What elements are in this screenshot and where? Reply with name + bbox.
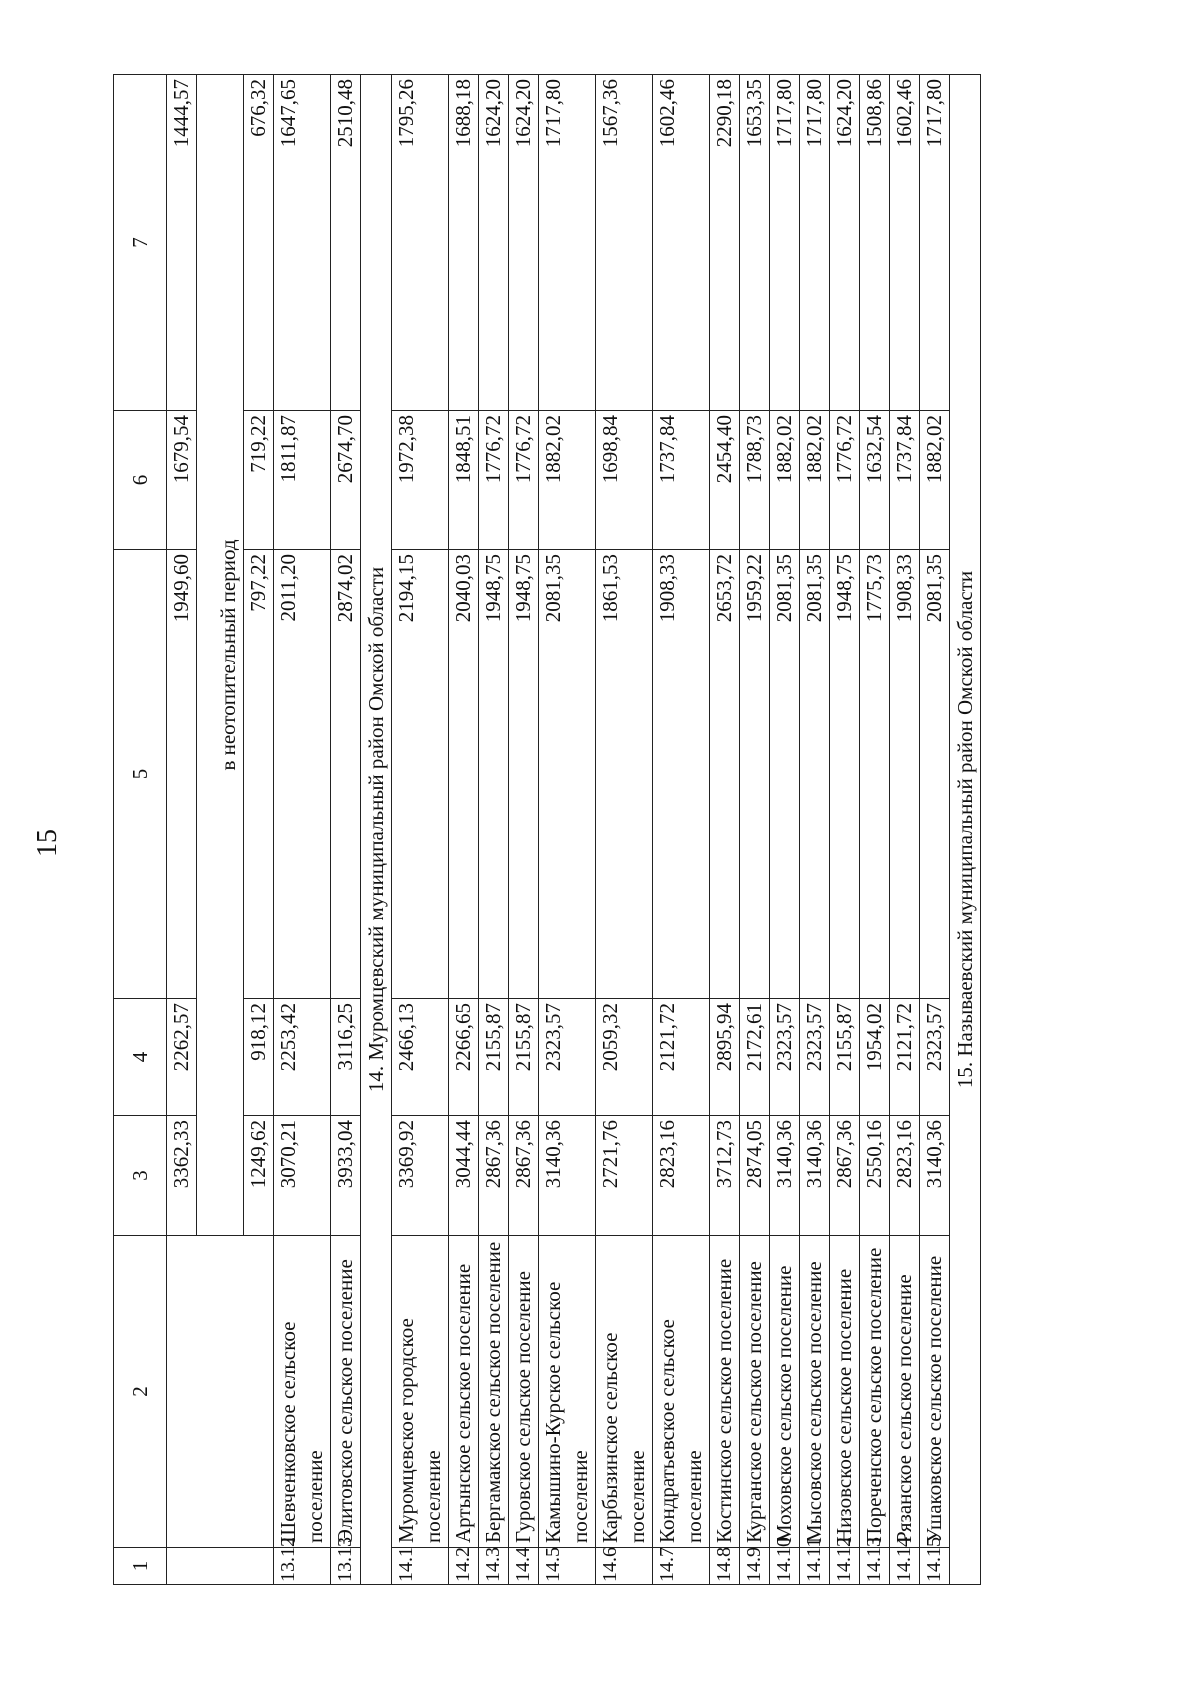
table-cell: 2262,57 — [167, 999, 197, 1116]
table-row — [740, 75, 770, 1585]
table-cell: 2155,87 — [830, 999, 860, 1116]
table-cell: 3116,25 — [331, 999, 361, 1116]
column-header: 3 — [114, 1116, 167, 1236]
table-row — [509, 75, 539, 1585]
table-cell: 2874,05 — [740, 1116, 770, 1236]
table-cell: 1444,57 — [167, 75, 197, 411]
table-cell: 2466,13 — [392, 999, 449, 1116]
table-cell: 2550,16 — [860, 1116, 890, 1236]
table-cell: 1679,54 — [167, 411, 197, 550]
table-cell: 2253,42 — [274, 999, 331, 1116]
table-cell: 2323,57 — [539, 999, 596, 1116]
table-cell: 2674,70 — [331, 411, 361, 550]
table-cell: 2081,35 — [539, 550, 596, 999]
settlement-name: Бергамакское сельское поселение — [479, 1236, 509, 1548]
table-cell: 918,12 — [244, 999, 274, 1116]
table-cell: 1624,20 — [479, 75, 509, 411]
row-code: 14.14 — [890, 1548, 920, 1585]
table-cell: 1972,38 — [392, 411, 449, 550]
settlement-name: Курганское сельское поселение — [740, 1236, 770, 1548]
table-cell: 3369,92 — [392, 1116, 449, 1236]
table-cell: 3362,33 — [167, 1116, 197, 1236]
row-code: 14.15 — [920, 1548, 950, 1585]
continuation-row — [167, 75, 197, 1585]
table-cell: 1861,53 — [596, 550, 653, 999]
table-cell: 2081,35 — [770, 550, 800, 999]
section-title: 15. Называевский муниципальный район Омской области — [950, 75, 981, 1585]
table-cell: 1948,75 — [509, 550, 539, 999]
row-code: 14.12 — [830, 1548, 860, 1585]
table-cell: 1653,35 — [740, 75, 770, 411]
table-row — [920, 75, 950, 1585]
table-cell: 1624,20 — [830, 75, 860, 411]
row-code: 14.2 — [449, 1548, 479, 1585]
settlement-name: Муромцевское городское поселение — [392, 1236, 449, 1548]
settlement-name: Мысовское сельское поселение — [800, 1236, 830, 1548]
table-cell: 1249,62 — [244, 1116, 274, 1236]
tariff-table — [113, 74, 981, 1585]
table-cell: 2194,15 — [392, 550, 449, 999]
table-cell: 1882,02 — [920, 411, 950, 550]
table-cell: 2721,76 — [596, 1116, 653, 1236]
row-code: 14.9 — [740, 1548, 770, 1585]
table-cell: 1632,54 — [860, 411, 890, 550]
table-row — [539, 75, 596, 1585]
column-header: 2 — [114, 1236, 167, 1548]
table-cell: 1848,51 — [449, 411, 479, 550]
table-cell: 3140,36 — [800, 1116, 830, 1236]
rotated-table-container — [113, 75, 1073, 1585]
table-cell: 2323,57 — [920, 999, 950, 1116]
row-code: 14.11 — [800, 1548, 830, 1585]
table-cell: 1717,80 — [920, 75, 950, 411]
table-cell: 2895,94 — [710, 999, 740, 1116]
table-cell: 3070,21 — [274, 1116, 331, 1236]
row-code: 14.13 — [860, 1548, 890, 1585]
table-cell: 1775,73 — [860, 550, 890, 999]
table-cell: 1882,02 — [800, 411, 830, 550]
table-cell: 2653,72 — [710, 550, 740, 999]
row-code: 14.1 — [392, 1548, 449, 1585]
table-cell: 676,32 — [244, 75, 274, 411]
table-cell: 2081,35 — [800, 550, 830, 999]
column-header: 5 — [114, 550, 167, 999]
settlement-name: Кондратьевское сельское поселение — [653, 1236, 710, 1548]
empty-name-cell — [167, 1236, 274, 1548]
table-row — [653, 75, 710, 1585]
period-subheader: в неотопительный период — [197, 75, 244, 1236]
row-code: 13.12 — [274, 1548, 331, 1585]
table-cell: 1882,02 — [770, 411, 800, 550]
column-header: 7 — [114, 75, 167, 411]
settlement-name: Элитовское сельское поселение — [331, 1236, 361, 1548]
table-cell: 1688,18 — [449, 75, 479, 411]
table-cell: 2290,18 — [710, 75, 740, 411]
table-cell: 2823,16 — [653, 1116, 710, 1236]
row-code: 14.8 — [710, 1548, 740, 1585]
table-cell: 1602,46 — [890, 75, 920, 411]
table-cell: 1776,72 — [509, 411, 539, 550]
table-cell: 2172,61 — [740, 999, 770, 1116]
table-row — [890, 75, 920, 1585]
table-cell: 3712,73 — [710, 1116, 740, 1236]
table-cell: 3140,36 — [920, 1116, 950, 1236]
table-cell: 1717,80 — [770, 75, 800, 411]
settlement-name: Ушаковское сельское поселение — [920, 1236, 950, 1548]
row-code: 14.5 — [539, 1548, 596, 1585]
table-cell: 2867,36 — [830, 1116, 860, 1236]
section-header-row — [361, 75, 392, 1585]
table-cell: 3044,44 — [449, 1116, 479, 1236]
table-cell: 3140,36 — [539, 1116, 596, 1236]
table-cell: 1737,84 — [890, 411, 920, 550]
row-code: 14.6 — [596, 1548, 653, 1585]
table-row — [800, 75, 830, 1585]
table-cell: 1949,60 — [167, 550, 197, 999]
table-cell: 1624,20 — [509, 75, 539, 411]
table-cell: 1567,36 — [596, 75, 653, 411]
table-cell: 1795,26 — [392, 75, 449, 411]
table-row — [331, 75, 361, 1585]
table-cell: 1508,86 — [860, 75, 890, 411]
table-cell: 1647,65 — [274, 75, 331, 411]
table-cell: 2040,03 — [449, 550, 479, 999]
table-cell: 2059,32 — [596, 999, 653, 1116]
table-row — [710, 75, 740, 1585]
table-cell: 2454,40 — [710, 411, 740, 550]
row-code: 14.7 — [653, 1548, 710, 1585]
table-cell: 2510,48 — [331, 75, 361, 411]
table-cell: 2823,16 — [890, 1116, 920, 1236]
column-header-row — [114, 75, 167, 1585]
settlement-name: Карбызинское сельское поселение — [596, 1236, 653, 1548]
table-cell: 1737,84 — [653, 411, 710, 550]
table-cell: 3933,04 — [331, 1116, 361, 1236]
row-code: 14.10 — [770, 1548, 800, 1585]
table-row — [860, 75, 890, 1585]
table-cell: 1602,46 — [653, 75, 710, 411]
table-row — [392, 75, 449, 1585]
table-row — [449, 75, 479, 1585]
table-cell: 2867,36 — [479, 1116, 509, 1236]
settlement-name: Моховское сельское поселение — [770, 1236, 800, 1548]
table-cell: 2121,72 — [653, 999, 710, 1116]
table-cell: 1811,87 — [274, 411, 331, 550]
table-cell: 1776,72 — [830, 411, 860, 550]
settlement-name: Шевченковское сельское поселение — [274, 1236, 331, 1548]
page-number: 15 — [32, 829, 63, 857]
column-header: 4 — [114, 999, 167, 1116]
section-title: 14. Муромцевский муниципальный район Омской области — [361, 75, 392, 1585]
table-cell: 2323,57 — [770, 999, 800, 1116]
settlement-name: Артынское сельское поселение — [449, 1236, 479, 1548]
table-cell: 1776,72 — [479, 411, 509, 550]
settlement-name: Низовское сельское поселение — [830, 1236, 860, 1548]
settlement-name: Рязанское сельское поселение — [890, 1236, 920, 1548]
table-row — [274, 75, 331, 1585]
table-cell: 2121,72 — [890, 999, 920, 1116]
table-cell: 1788,73 — [740, 411, 770, 550]
table-cell: 1908,33 — [653, 550, 710, 999]
table-row — [479, 75, 509, 1585]
table-cell: 1717,80 — [800, 75, 830, 411]
table-cell: 2011,20 — [274, 550, 331, 999]
table-cell: 1948,75 — [830, 550, 860, 999]
table-cell: 2155,87 — [479, 999, 509, 1116]
column-header: 6 — [114, 411, 167, 550]
settlement-name: Пореченское сельское поселение — [860, 1236, 890, 1548]
column-header: 1 — [114, 1548, 167, 1585]
table-cell: 2266,65 — [449, 999, 479, 1116]
table-cell: 2081,35 — [920, 550, 950, 999]
section-header-row — [950, 75, 981, 1585]
row-code: 14.4 — [509, 1548, 539, 1585]
table-cell: 1948,75 — [479, 550, 509, 999]
table-cell: 1908,33 — [890, 550, 920, 999]
settlement-name: Костинское сельское поселение — [710, 1236, 740, 1548]
row-code: 14.3 — [479, 1548, 509, 1585]
table-cell: 1959,22 — [740, 550, 770, 999]
table-row — [596, 75, 653, 1585]
table-cell: 1717,80 — [539, 75, 596, 411]
table-cell: 2874,02 — [331, 550, 361, 999]
table-row — [830, 75, 860, 1585]
settlement-name: Гуровское сельское поселение — [509, 1236, 539, 1548]
table-cell: 1698,84 — [596, 411, 653, 550]
settlement-name: Камышино-Курское сельское поселение — [539, 1236, 596, 1548]
row-code: 13.13 — [331, 1548, 361, 1585]
table-cell: 1882,02 — [539, 411, 596, 550]
table-cell: 2155,87 — [509, 999, 539, 1116]
table-row — [770, 75, 800, 1585]
table-cell: 797,22 — [244, 550, 274, 999]
empty-code-cell — [167, 1548, 274, 1585]
table-cell: 1954,02 — [860, 999, 890, 1116]
table-cell: 2323,57 — [800, 999, 830, 1116]
table-cell: 3140,36 — [770, 1116, 800, 1236]
table-cell: 2867,36 — [509, 1116, 539, 1236]
table-cell: 719,22 — [244, 411, 274, 550]
